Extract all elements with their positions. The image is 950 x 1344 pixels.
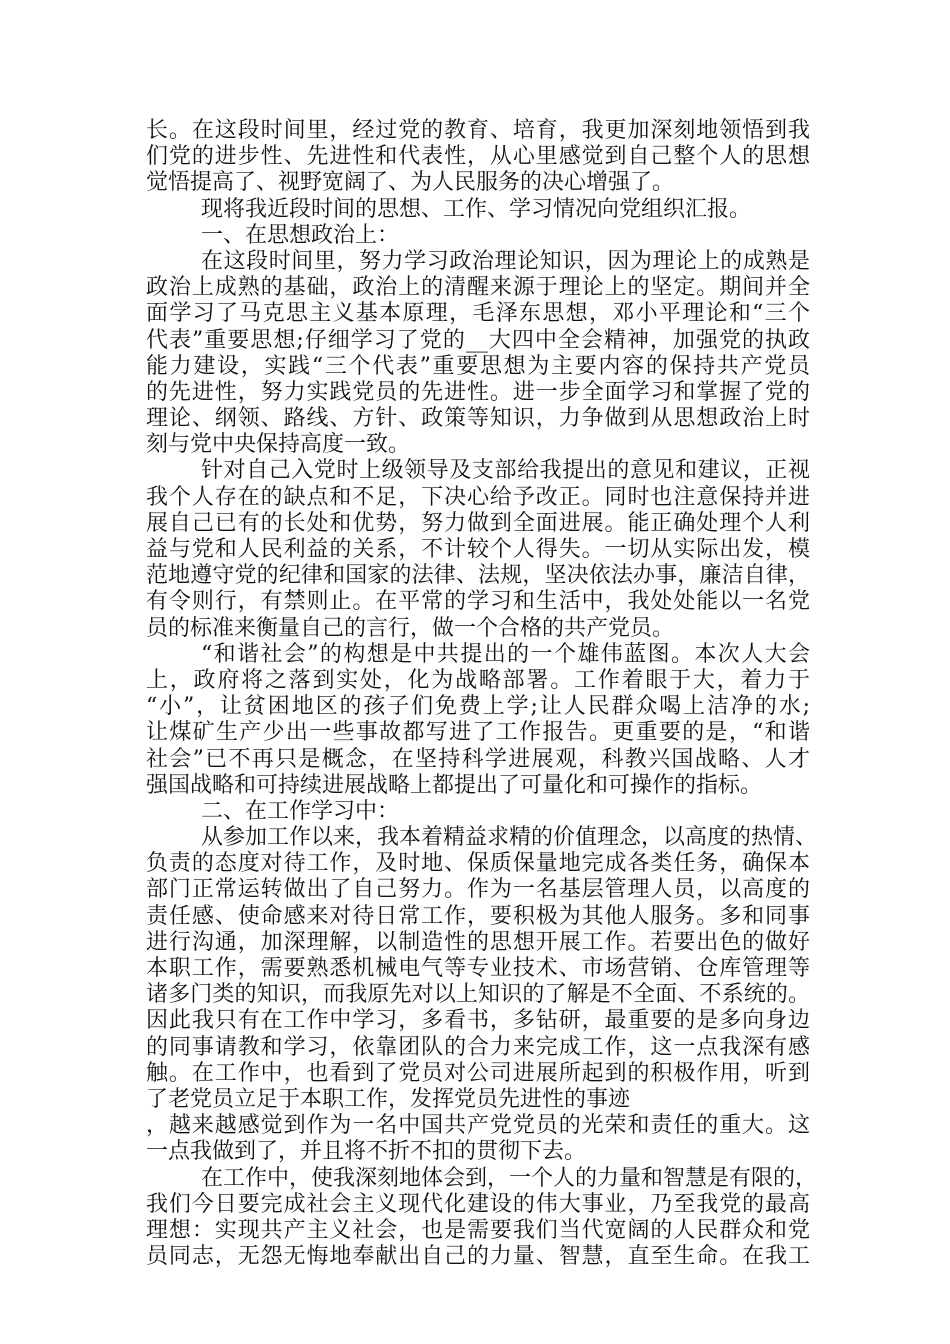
- text-line: 进行沟通，加深理解，以制造性的思想开展工作。若要出色的做好: [146, 929, 810, 955]
- text-line: 刻与党中央保持高度一致。: [146, 432, 411, 458]
- text-line: 展自己已有的长处和优势，努力做到全面进展。能正确处理个人利: [146, 510, 810, 536]
- text-line: 觉悟提高了、视野宽阔了、为人民服务的决心增强了。: [146, 170, 675, 196]
- text-line: 一点我做到了，并且将不折不扣的贯彻下去。: [146, 1139, 587, 1165]
- text-line: 代表”重要思想;仔细学习了党的__大四中全会精神，加强党的执政: [146, 327, 810, 353]
- text-line: 长。在这段时间里，经过党的教育、培育，我更加深刻地领悟到我: [146, 118, 810, 143]
- text-line: 现将我近段时间的思想、工作、学习情况向党组织汇报。: [201, 196, 752, 222]
- text-line: 因此我只有在工作中学习，多看书，多钻研，最重要的是多向身边: [146, 1008, 810, 1034]
- text-line: 面学习了马克思主义基本原理，毛泽东思想，邓小平理论和“三个: [146, 301, 810, 327]
- text-line: 部门正常运转做出了自己努力。作为一名基层管理人员，以高度的: [146, 877, 810, 903]
- text-line: 我个人存在的缺点和不足，下决心给予改正。同时也注意保持并进: [146, 484, 810, 510]
- text-line: 一、在思想政治上：: [201, 222, 400, 248]
- text-line: ，越来越感觉到作为一名中国共产党党员的光荣和责任的重大。这: [146, 1113, 810, 1139]
- text-line: 我们今日要完成社会主义现代化建设的伟大事业，乃至我党的最高: [146, 1191, 810, 1217]
- text-line: 针对自己入党时上级领导及支部给我提出的意见和建议，正视: [201, 458, 810, 484]
- text-line: 在这段时间里，努力学习政治理论知识，因为理论上的成熟是: [201, 248, 810, 274]
- document-page: [146, 118, 818, 1270]
- text-line: 在工作中，使我深刻地体会到，一个人的力量和智慧是有限的，: [201, 1165, 818, 1191]
- text-line: 的同事请教和学习，依靠团队的合力来完成工作，这一点我深有感: [146, 1034, 810, 1060]
- text-line: 有令则行，有禁则止。在平常的学习和生活中，我处处能以一名党: [146, 589, 810, 615]
- text-line: “和谐社会”的构想是中共提出的一个雄伟蓝图。本次人大会: [201, 641, 810, 667]
- text-line: 员同志，无怨无悔地奉献出自己的力量、智慧，直至生命。在我工: [146, 1244, 810, 1270]
- text-line: 能力建设，实践“三个代表”重要思想为主要内容的保持共产党员: [146, 353, 810, 379]
- text-line: 员的标准来衡量自己的言行，做一个合格的共产党员。: [146, 615, 675, 641]
- text-line: 从参加工作以来，我本着精益求精的价值理念，以高度的热情、: [201, 825, 818, 851]
- text-line: 强国战略和可持续进展战略上都提出了可量化和可操作的指标。: [146, 772, 763, 798]
- text-line: 让煤矿生产少出一些事故都写进了工作报告。更重要的是，“和谐: [146, 720, 810, 746]
- text-line: 理论、纲领、路线、方针、政策等知识，力争做到从思想政治上时: [146, 406, 810, 432]
- text-line: “小”，让贫困地区的孩子们免费上学;让人民群众喝上洁净的水;: [146, 694, 810, 720]
- text-line: 的先进性，努力实践党员的先进性。进一步全面学习和掌握了党的: [146, 379, 810, 405]
- text-line: 触。在工作中，也看到了党员对公司进展所起到的积极作用，听到: [146, 1060, 810, 1086]
- text-line: 政治上成熟的基础，政治上的清醒来源于理论上的坚定。期间并全: [146, 275, 810, 301]
- text-line: 本职工作，需要熟悉机械电气等专业技术、市场营销、仓库管理等: [146, 956, 810, 981]
- text-line: 益与党和人民利益的关系，不计较个人得失。一切从实际出发，模: [146, 537, 810, 562]
- text-line: 社会”已不再只是概念，在坚持科学进展观，科教兴国战略、人才: [146, 746, 810, 772]
- text-line: 范地遵守党的纪律和国家的法律、法规，坚决依法办事，廉洁自律，: [146, 563, 810, 589]
- text-line: 责任感、使命感来对待日常工作，要积极为其他人服务。多和同事: [146, 903, 810, 929]
- text-line: 二、在工作学习中：: [201, 798, 400, 824]
- text-line: 们党的进步性、先进性和代表性，从心里感觉到自己整个人的思想: [146, 144, 810, 170]
- text-line: 负责的态度对待工作，及时地、保质保量地完成各类任务，确保本: [146, 851, 810, 877]
- text-line: 了老党员立足于本职工作，发挥党员先进性的事迹: [146, 1086, 631, 1112]
- text-line: 上，政府将之落到实处，化为战略部署。工作着眼于大，着力于: [146, 667, 810, 693]
- text-line: 诸多门类的知识，而我原先对以上知识的了解是不全面、不系统的。: [146, 982, 810, 1008]
- text-line: 理想：实现共产主义社会，也是需要我们当代宽阔的人民群众和党: [146, 1217, 810, 1243]
